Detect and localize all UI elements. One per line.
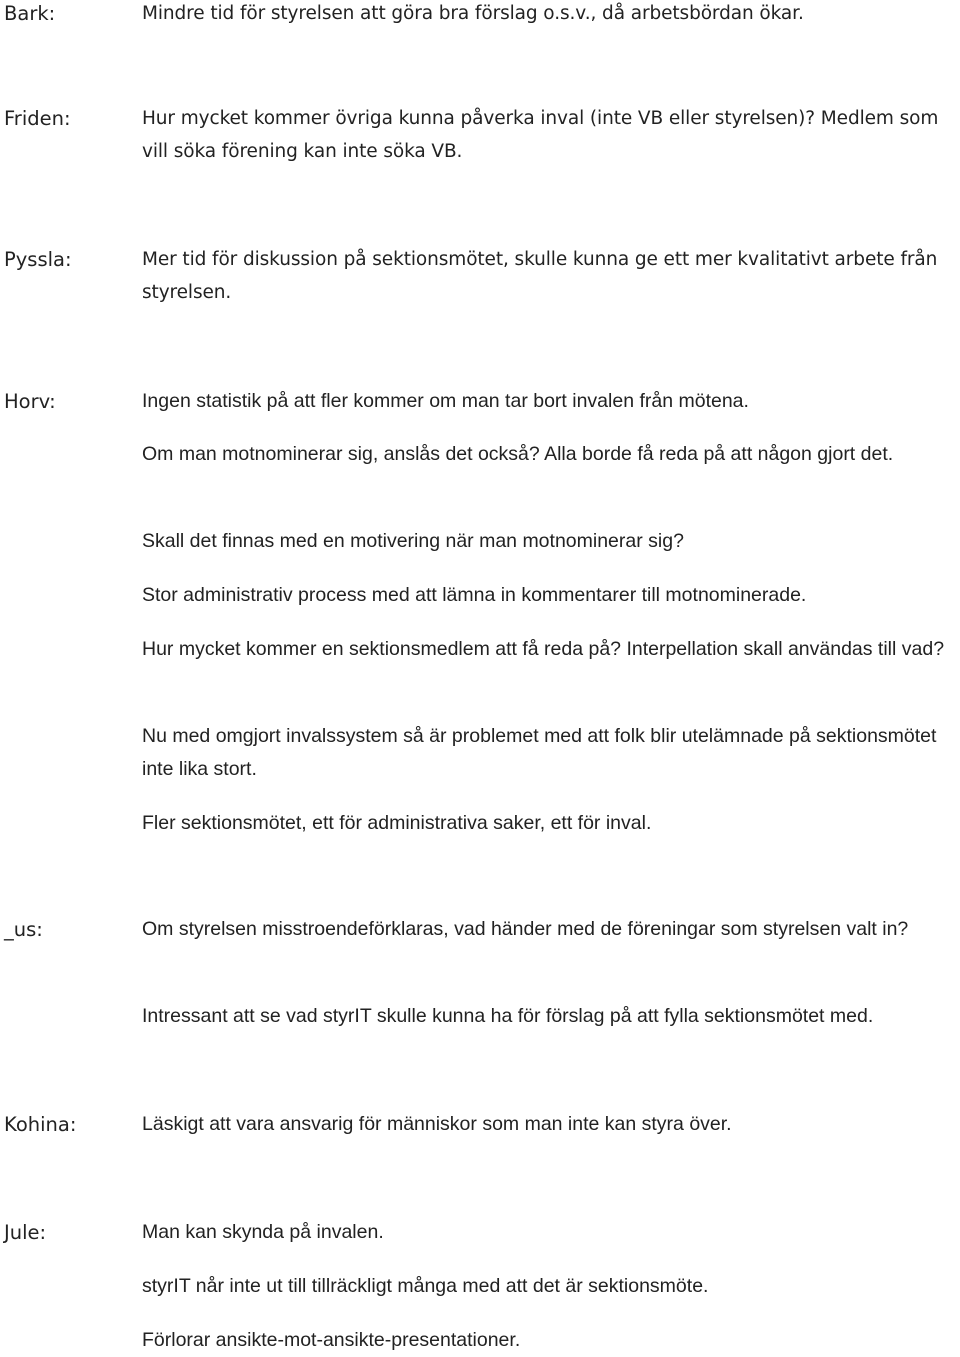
paragraph: Nu med omgjort invalssystem så är problemet med att folk blir utelämnade på sektionsmötet inte lika stort.	[142, 725, 937, 780]
paragraph: Läskigt att vara ansvarig för människor som man inte kan styra över.	[142, 1113, 732, 1135]
paragraph: Stor administrativ process med att lämna in kommentarer till motnominerade.	[142, 584, 807, 606]
speaker-label: Horv:	[4, 390, 56, 413]
speaker-label: Bark:	[4, 2, 56, 25]
paragraph: Mindre tid för styrelsen att göra bra förslag o.s.v., då arbetsbördan ökar.	[142, 3, 804, 24]
paragraph: Ingen statistik på att fler kommer om man tar bort invalen från mötena.	[142, 390, 749, 412]
paragraph: Hur mycket kommer övriga kunna påverka inval (inte VB eller styrelsen)? Medlem som vill söka förening kan inte söka VB.	[142, 108, 939, 162]
speaker-label: Pyssla:	[4, 248, 72, 271]
paragraph: styrIT når inte ut till tillräckligt många med att det är sektionsmöte.	[142, 1275, 709, 1297]
paragraph: Förlorar ansikte-mot-ansikte-presentationer.	[142, 1329, 521, 1351]
paragraph: Man kan skynda på invalen.	[142, 1221, 384, 1243]
speaker-label: Friden:	[4, 107, 71, 130]
speaker-label: _us:	[4, 918, 43, 941]
speaker-label: Jule:	[4, 1221, 47, 1244]
paragraph: Mer tid för diskussion på sektionsmötet, skulle kunna ge ett mer kvalitativt arbete från styrelsen.	[142, 249, 938, 303]
paragraph: Om styrelsen misstroendeförklaras, vad händer med de föreningar som styrelsen valt in?	[142, 918, 909, 940]
paragraph: Om man motnominerar sig, anslås det också? Alla borde få reda på att någon gjort det.	[142, 443, 894, 465]
paragraph: Skall det finnas med en motivering när man motnominerar sig?	[142, 530, 684, 552]
paragraph: Hur mycket kommer en sektionsmedlem att få reda på? Interpellation skall användas till vad?	[142, 638, 945, 660]
paragraph: Fler sektionsmötet, ett för administrativa saker, ett för inval.	[142, 812, 652, 834]
speaker-label: Kohina:	[4, 1113, 77, 1136]
paragraph: Intressant att se vad styrIT skulle kunna ha för förslag på att fylla sektionsmötet med.	[142, 1005, 874, 1027]
